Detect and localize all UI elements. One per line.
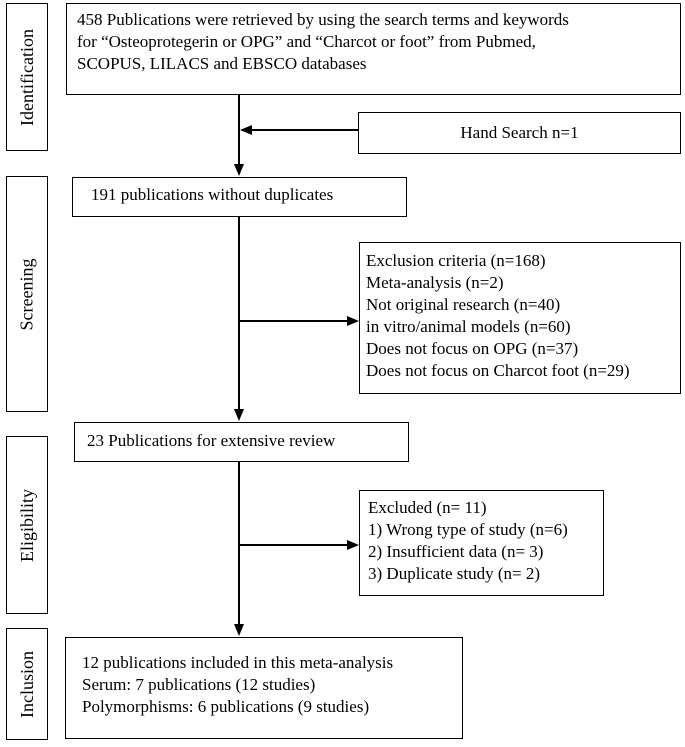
extensive-review-box [74,422,409,462]
exclusion-line: Not original research (n=40) [366,295,561,314]
connector-line [239,320,347,322]
stage-eligibility [6,436,48,614]
stage-screening-label: Screening [16,258,37,330]
connector-line [239,544,347,546]
exclusion-line: Does not focus on OPG (n=37) [366,339,579,358]
without-duplicates-text: 191 publications without duplicates [91,185,334,204]
records-identified-line: SCOPUS, LILACS and EBSCO databases [77,54,367,73]
arrow-down-icon [234,164,244,176]
stage-identification [6,3,48,151]
excluded-line: 1) Wrong type of study (n=6) [368,520,568,539]
connector-line [238,217,240,410]
arrow-down-icon [234,624,244,636]
included-line: 12 publications included in this meta-analysis [82,653,394,672]
stage-eligibility-label: Eligibility [16,488,37,562]
arrow-left-icon [240,125,252,135]
arrow-right-icon [347,540,359,550]
arrow-right-icon [347,316,359,326]
exclusion-line: in vitro/animal models (n=60) [366,317,571,336]
exclusion-line: Exclusion criteria (n=168) [366,251,546,270]
excluded-line: 2) Insufficient data (n= 3) [368,542,544,561]
connector-line [252,129,358,131]
excluded-line: 3) Duplicate study (n= 2) [368,564,540,583]
records-identified-box [66,3,681,95]
excluded-line: Excluded (n= 11) [368,498,487,517]
records-identified-line: for “Osteoprotegerin or OPG” and “Charcot or foot” from Pubmed, [77,32,536,51]
extensive-review-text: 23 Publications for extensive review [87,431,336,450]
included-line: Polymorphisms: 6 publications (9 studies) [82,697,370,716]
exclusion-line: Meta-analysis (n=2) [366,273,504,292]
exclusion-line: Does not focus on Charcot foot (n=29) [366,361,630,380]
stage-screening [6,176,48,412]
stage-inclusion [6,628,48,740]
included-line: Serum: 7 publications (12 studies) [82,675,316,694]
included-box [65,637,463,739]
stage-identification-label: Identification [16,28,37,126]
without-duplicates-box [72,177,407,217]
exclusion-criteria-box [359,242,681,394]
excluded-box [359,490,604,596]
stage-inclusion-label: Inclusion [16,650,37,718]
hand-search-text: Hand Search n=1 [460,123,579,142]
records-identified-line: 458 Publications were retrieved by using the search terms and keywords [77,10,569,29]
hand-search-box [358,112,681,154]
arrow-down-icon [234,409,244,421]
